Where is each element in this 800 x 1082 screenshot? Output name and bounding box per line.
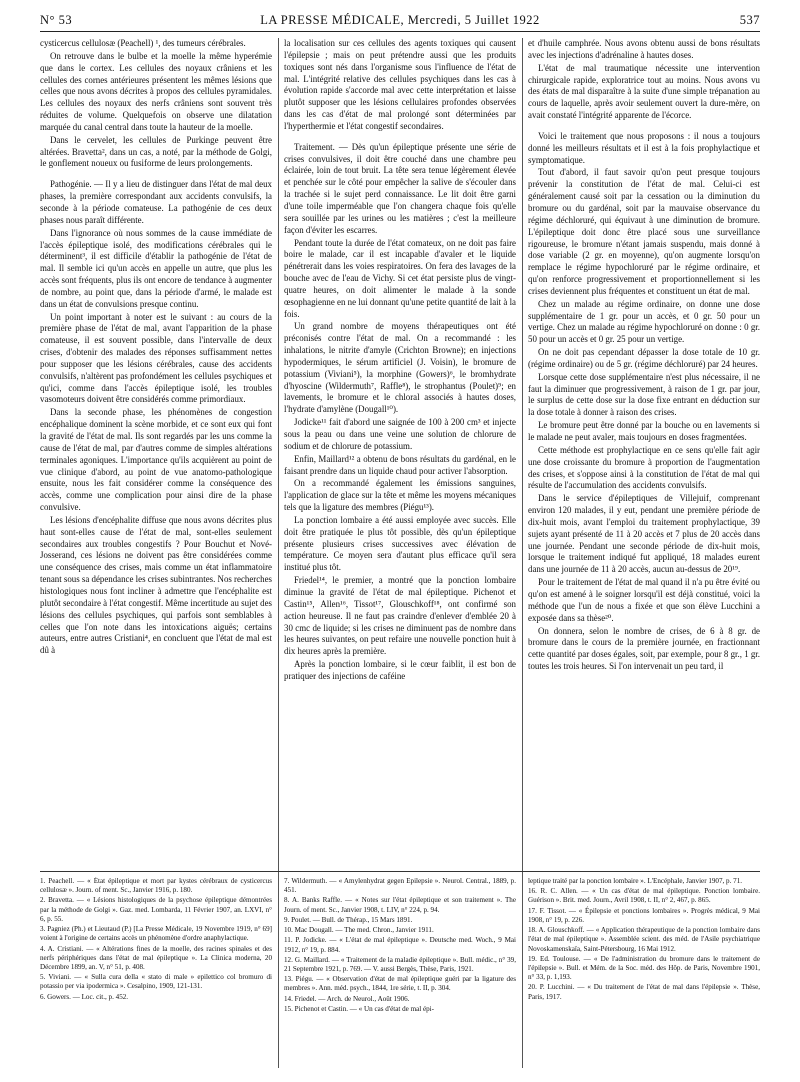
paragraph: Dans l'ignorance où nous sommes de la cause immédiate de l'accès épileptique isolé, des modifications cérébrales qui le déterminent³, il est difficile d'établir la pathogénie de l'état de mal. Il semble ici qu'un accès en appelle un autre, que plus les accès sont fréquents, plus ils ont encore de tendance à augmenter de nombre, au point que, dans la période d'armé, le malade est dans un état de convulsions presque continu. — [40, 227, 272, 309]
paragraph: Friedel¹⁴, le premier, a montré que la ponction lombaire diminue la gravité de l'état de mal épileptique. Pichenot et Castin¹⁵, Allen¹⁶, Tissot¹⁷, Glouschkoff¹⁸, ont confirmé son action heureuse. Il ne faut pas craindre d'enlever d'emblée 20 à 30 cmc de liquide; si les crises ne diminuent pas de nombre dans les heures suivantes, on peut refaire une nouvelle ponction huit à dix heures après la première. — [284, 575, 516, 657]
footnote: 8. A. Banks Raffle. — « Notes sur l'état épileptique et son traitement ». The Journ. of ment. Sc., Janvier 1908, t. LIV, n° 224, p. 94. — [284, 896, 516, 914]
footnote: 18. A. Glouschkoff. — « Application thérapeutique de la ponction lombaire dans l'état de mal épileptique ». Assemblée scient. des méd. de l'Asile psychiatrique Novoskamenskaïa, Saint-Pétersbourg, 16 Mai 1912. — [528, 926, 760, 953]
paragraph: Dans la seconde phase, les phénomènes de congestion encéphalique dominent la scène morbide, et ce sont eux qui font la gravité de l'état de mal. Ils sont regardés par les uns comme la cause de l'état de mal, par d'autres comme de simples altérations terminales agoniques. L'importance qu'ils acquièrent au point de vue clinique d'abord, au point de vue anatomo-pathologique ensuite, nous les fait considérer comme la conséquence des accès, comme une complication pour ainsi dire de la phase convulsive. — [40, 407, 272, 513]
paragraph: Chez un malade au régime ordinaire, on donne une dose supplémentaire de 1 gr. pour un accès, et 0 gr. 50 pour un vertige. Chez un malade au régime hypochloruré on donne : 0 gr. 50 pour un accès et 0 gr. 25 pour un vertige. — [528, 298, 760, 345]
paragraph: Dans le cervelet, les cellules de Purkinge peuvent être altérées. Bravetta², dans un cas, a noté, par la méthode de Golgi, le gonflement noueux ou fusiforme de leurs prolongements. — [40, 134, 272, 169]
footnote-column-2 — [284, 877, 516, 1075]
footnote: 12. G. Maillard. — « Traitement de la maladie épileptique ». Bull. médic., n° 39, 21 Septembre 1921, p. 769. — V. aussi Bergès, Thèse, Paris, 1921. — [284, 955, 516, 973]
text-column-1 — [40, 38, 272, 864]
footnote: 14. Friedel. — Arch. de Neurol., Août 1906. — [284, 994, 410, 1003]
paragraph: On a recommandé également les émissions sanguines, l'application de glace sur la tête et même les moyens mécaniques tels que la ligature des membres (Piégu¹³). — [284, 478, 516, 513]
paragraph: L'état de mal traumatique nécessite une intervention chirurgicale rapide, exploratrice tout au moins. Nous avons vu des états de mal disparaître à la suite d'une simple trépanation au cours de laquelle, après avoir seulement ouvert la dure-mère, on avait constaté l'intégrité apparente de l'écorce. — [528, 62, 760, 121]
footnote-column-1 — [40, 877, 272, 1075]
paragraph: Dans le service d'épileptiques de Villejuif, comprenant environ 120 malades, il y eut, pendant une première période de dix-huit mois, avant l'emploi du traitement prophylactique, 39 sujets ayant présenté de 11 à 20 accès et 7 plus de 20 accès dans une journée. Pendant une seconde période de dix-huit mois, lorsque le traitement indiqué fut appliqué, 18 malades eurent dans une journée de 11 à 20 accès, aucun au-dessus de 20¹⁹. — [528, 493, 760, 575]
issue-number: N° 53 — [40, 13, 73, 27]
footnote: 9. Poulet. — Bull. de Thérap., 15 Mars 1891. — [284, 915, 413, 924]
paragraph: Traitement. — Dès qu'un épileptique présente une série de crises convulsives, il doit être couché dans une chambre peu éclairée, loin de tout bruit. La tête sera tenue légèrement élevée et penchée sur le côté pour empêcher la salive de s'écouler dans la trachée si le sujet perd connaissance. Le lit doit être garni d'une toile imperméable que l'on changera chaque fois qu'elle sera souillée par les urines ou les matières ; c'est la meilleure façon d'éviter les escarres. — [284, 141, 516, 235]
footnote: 13. Piégu. — « Observation d'état de mal épileptique guéri par la ligature des membres ». Ann. méd. psych., 1844, 1re série, t. II, p. 304. — [284, 975, 516, 993]
paragraph: Un point important à noter est le suivant : au cours de la première phase de l'état de mal, avant l'apparition de la phase comateuse, il est souvent possible, dans l'intervalle de deux crises, d'obtenir des malades des réponses suffisamment nettes pour supposer que les lésions cérébrales, cause des accidents convulsifs, n'altèrent pas profondément les cellules psychiques et qu'ici, comme dans l'accès épileptique isolé, les troubles vasomoteurs doivent être considérés comme primordiaux. — [40, 311, 272, 405]
footnote: 15. Pichenot et Castin. — « Un cas d'état de mal épi- — [284, 1004, 435, 1013]
paragraph: Un grand nombre de moyens thérapeutiques ont été préconisés contre l'état de mal. On a recommandé : les inhalations, le nitrite d'amyle (Crichton Browne); en injections hypodermiques, le sérum artificiel (J. Voisin), le bromure de potassium (Viviani⁵), la morphine (Gowers)⁶, le bromhydrate d'hyoscine (Wildermuth⁷, Raffle⁸), le strophantus (Poulet)⁹; en lavements, le bromure et le chloral associés à hautes doses, l'hydrate d'amylène (Dougall¹⁰). — [284, 321, 516, 415]
footnote: 11. P. Jodicke. — « L'état de mal épileptique ». Deutsche med. Woch., 9 Mai 1912, n° 19, p. 884. — [284, 936, 516, 954]
paragraph: Les lésions d'encéphalite diffuse que nous avons décrites plus haut sont-elles cause de l'état de mal, sont-elles seulement secondaires aux troubles congestifs ? Pour Bouchut et Nové-Josserand, ces lésions ne doivent pas être considérées comme une conséquence des crises, mais comme un état inflammatoire tenant sous sa dépendance les crises subintrantes. Nos recherches histologiques nous font incliner à admettre que l'encéphalite est plutôt secondaire à l'état congestif. Même incertitude au sujet des lésions des cellules psychiques, qui parfois sont semblables à celles que l'on note dans les intoxications aiguës; certains auteurs, entre autres Cristiani⁴, en concluent que l'état de mal est dû à — [40, 514, 272, 656]
footnote: leptique traité par la ponction lombaire ». L'Encéphale, Janvier 1907, p. 71. — [528, 877, 743, 885]
paragraph: Lorsque cette dose supplémentaire n'est plus nécessaire, il ne faut la diminuer que progressivement, à raison de 1 gr. par jour, le surplus de cette dose sur la dose fixe entrant en déduction sur la dose totale à donner à raison des crises. — [528, 371, 760, 418]
footnote: 6. Gowers. — Loc. cit., p. 452. — [40, 992, 129, 1001]
footnotes — [40, 871, 760, 1076]
paragraph: cysticercus cellulosæ (Peachell) ¹, des tumeurs cérébrales. — [40, 38, 246, 48]
journal-title: LA PRESSE MÉDICALE, Mercredi, 5 Juillet 1922 — [260, 13, 540, 27]
page-number: 537 — [739, 13, 760, 27]
footnote: 1. Peachell. — « État épileptique et mort par kystes cérébraux de cysticercus cellulosæ ». Journ. of ment. Sc., Janvier 1916, p. 180. — [40, 877, 272, 895]
footnote: 19. Ed. Toulouse. — « De l'administration du bromure dans le traitement de l'épilepsie ». Bull. et Mém. de la Soc. méd. des Hôp. de Paris, Novembre 1901, n° 33, p. 1,193. — [528, 954, 760, 982]
footnote: 2. Bravetta. — « Lésions histologiques de la psychose épileptique démontrées par la méthode de Golgi ». Gaz. med. Lombarda, 11 Février 1907, an. LXVI, n° 6, p. 55. — [40, 896, 272, 923]
paragraph: Pathogénie. — Il y a lieu de distinguer dans l'état de mal deux phases, la première correspondant aux accidents convulsifs, la seconde à la période comateuse. La pathogénie de ces deux phases nous paraît différente. — [40, 179, 272, 225]
footnote: 17. F. Tissot. — « Épilepsie et ponctions lombaires ». Progrès médical, 9 Mai 1908, n° 19, p. 226. — [528, 906, 760, 924]
paragraph: Pour le traitement de l'état de mal quand il n'a pu être évité ou qu'on est amené à le soigner lorsqu'il est déjà constitué, voici la méthode que l'un de nous a fixée et que son élève Lucchini a exposée dans sa thèse²⁰. — [528, 577, 760, 623]
page-header — [40, 9, 760, 32]
footnote: 3. Pagniez (Ph.) et Lieutaud (P.) [La Presse Médicale, 19 Novembre 1919, n° 69] voient à l'origine de certains accès un phénomène d'ordre anaphylactique. — [40, 925, 272, 943]
paragraph: Enfin, Maillard¹² a obtenu de bons résultats du gardénal, en le faisant prendre dans un liquide chaud pour activer l'absorption. — [284, 453, 516, 476]
footnote: 5. Viviani. — « Sulla cura della « stato di male » epilettico col bromuro di potassio per via ipodermica ». Cesalpino, 1909, 121-131. — [40, 973, 272, 991]
paragraph: Tout d'abord, il faut savoir qu'on peut presque toujours prévenir la constitution de l'état de mal. Celui-ci est généralement causé soit par la cessation ou la diminution du bromure ou du gardénal, soit par la mauvaise observance du régime déchloruré, qui équivaut à une diminution de bromure. L'épileptique doit donc être placé sous une surveillance rigoureuse, le bromure n'étant jamais suspendu, mais donné à dose variable (2 gr. en moyenne), qu'on augmente lorsqu'on remplace le régime hypochloruré par le régime ordinaire, et qu'on renforce progressivement et proportionnellement si les crises deviennent plus fréquentes et constituent un état de mal. — [528, 167, 760, 296]
footnote: 7. Wildermuth. — « Amylenhydrat gegen Epilepsie ». Neurol. Central., 1889, p. 451. — [284, 877, 516, 895]
paragraph: Voici le traitement que nous proposons : il nous a toujours donné les meilleurs résultats et il est à la fois prophylactique et symptomatique. — [528, 130, 760, 165]
paragraph: On ne doit pas cependant dépasser la dose totale de 10 gr. (régime ordinaire) ou de 5 gr. (régime déchloruré) par 24 heures. — [528, 347, 760, 369]
text-column-2 — [284, 38, 516, 864]
paragraph: Pendant toute la durée de l'état comateux, on ne doit pas faire boire le malade, car il est incapable d'avaler et le liquide pénétrerait dans les voies respiratoires. On fera des lavages de la bouche avec de l'eau de Vichy. Si cet état persiste plus de vingt-quatre heures, on doit alimenter le malade à la sonde œsophagienne en ne lui donnant qu'une petite quantité de lait à la fois. — [284, 237, 516, 319]
paragraph: Le bromure peut être donné par la bouche ou en lavements si le malade ne peut avaler, mais toujours en doses fragmentées. — [528, 420, 760, 442]
paragraph: la localisation sur ces cellules des agents toxiques qui causent l'épilepsie ; mais on peut prétendre aussi que les produits toxiques sont nés dans l'organisme sous l'influence de l'état de mal. L'intégrité relative des cellules psychiques dans les cas à évolution rapide s'accorde mal avec cette interprétation et laisse plutôt supposer que les lésions cellulaires profondes observées dans les cas d'état de mal prolongé sont déterminées par l'hyperthermie et l'état congestif secondaires. — [284, 38, 516, 131]
paragraph: et d'huile camphrée. Nous avons obtenu aussi de bons résultats avec les injections d'adrénaline à hautes doses. — [528, 38, 760, 60]
paragraph: La ponction lombaire a été aussi employée avec succès. Elle doit être pratiquée le plus tôt possible, dès qu'un épileptique présente plusieurs crises successives avec élévation de température. Ce moyen sera d'autant plus efficace qu'il sera institué plus tôt. — [284, 514, 516, 573]
text-column-3 — [528, 38, 760, 864]
footnote-column-3 — [528, 877, 760, 1075]
footnote: 16. R. C. Allen. — « Un cas d'état de mal épileptique. Ponction lombaire. Guérison ». Brit. med. Journ., Avril 1908, t. II, n° 2, 467, p. 865. — [528, 887, 760, 905]
paragraph: Après la ponction lombaire, si le cœur faiblit, il est bon de pratiquer des injections de caféine — [284, 659, 516, 681]
paragraph: On retrouve dans le bulbe et la moelle la même hyperémie que dans le cortex. Les cellules des noyaux crâniens et les cellules des cornes antérieures présentent les mêmes lésions que celles que nous avons décrites à propos des cellules pyramidales. Les cellules des noyaux des nerfs crâniens sont souvent très réduites de volume. Quelquefois on observe une dilatation marquée du canal central dans toute la hauteur de la moelle. — [40, 50, 272, 132]
footnote: 10. Mac Dougall. — The med. Chron., Janvier 1911. — [284, 926, 434, 935]
footnote: 4. A. Cristiani. — « Altérations fines de la moelle, des racines spinales et des nerfs périphériques dans l'état de mal épileptique ». La Clinica moderna, 20 Décembre 1899, an. V, n° 51, p. 408. — [40, 944, 272, 971]
paragraph: Jodicke¹¹ fait d'abord une saignée de 100 à 200 cm³ et injecte sous la peau ou dans une veine une solution de chlorure de sodium et de chlorure de potassium. — [284, 417, 516, 451]
footnote: 20. P. Lucchini. — « Du traitement de l'état de mal dans l'épilepsie ». Thèse, Paris, 1917. — [528, 983, 760, 1001]
paragraph: On donnera, selon le nombre de crises, de 6 à 8 gr. de bromure dans le cours de la première journée, en fractionnant cette quantité par doses égales, soit, par exemple, pour 8 gr., 1 gr. toutes les trois heures. Si l'on intervenait un peu tard, il — [528, 625, 760, 672]
paragraph: Cette méthode est prophylactique en ce sens qu'elle fait agir une dose croissante du bromure à proportion de l'augmentation des crises, et s'oppose ainsi à la constitution de l'état de mal qui résulte de l'accumulation des accidents convulsifs. — [528, 444, 760, 491]
